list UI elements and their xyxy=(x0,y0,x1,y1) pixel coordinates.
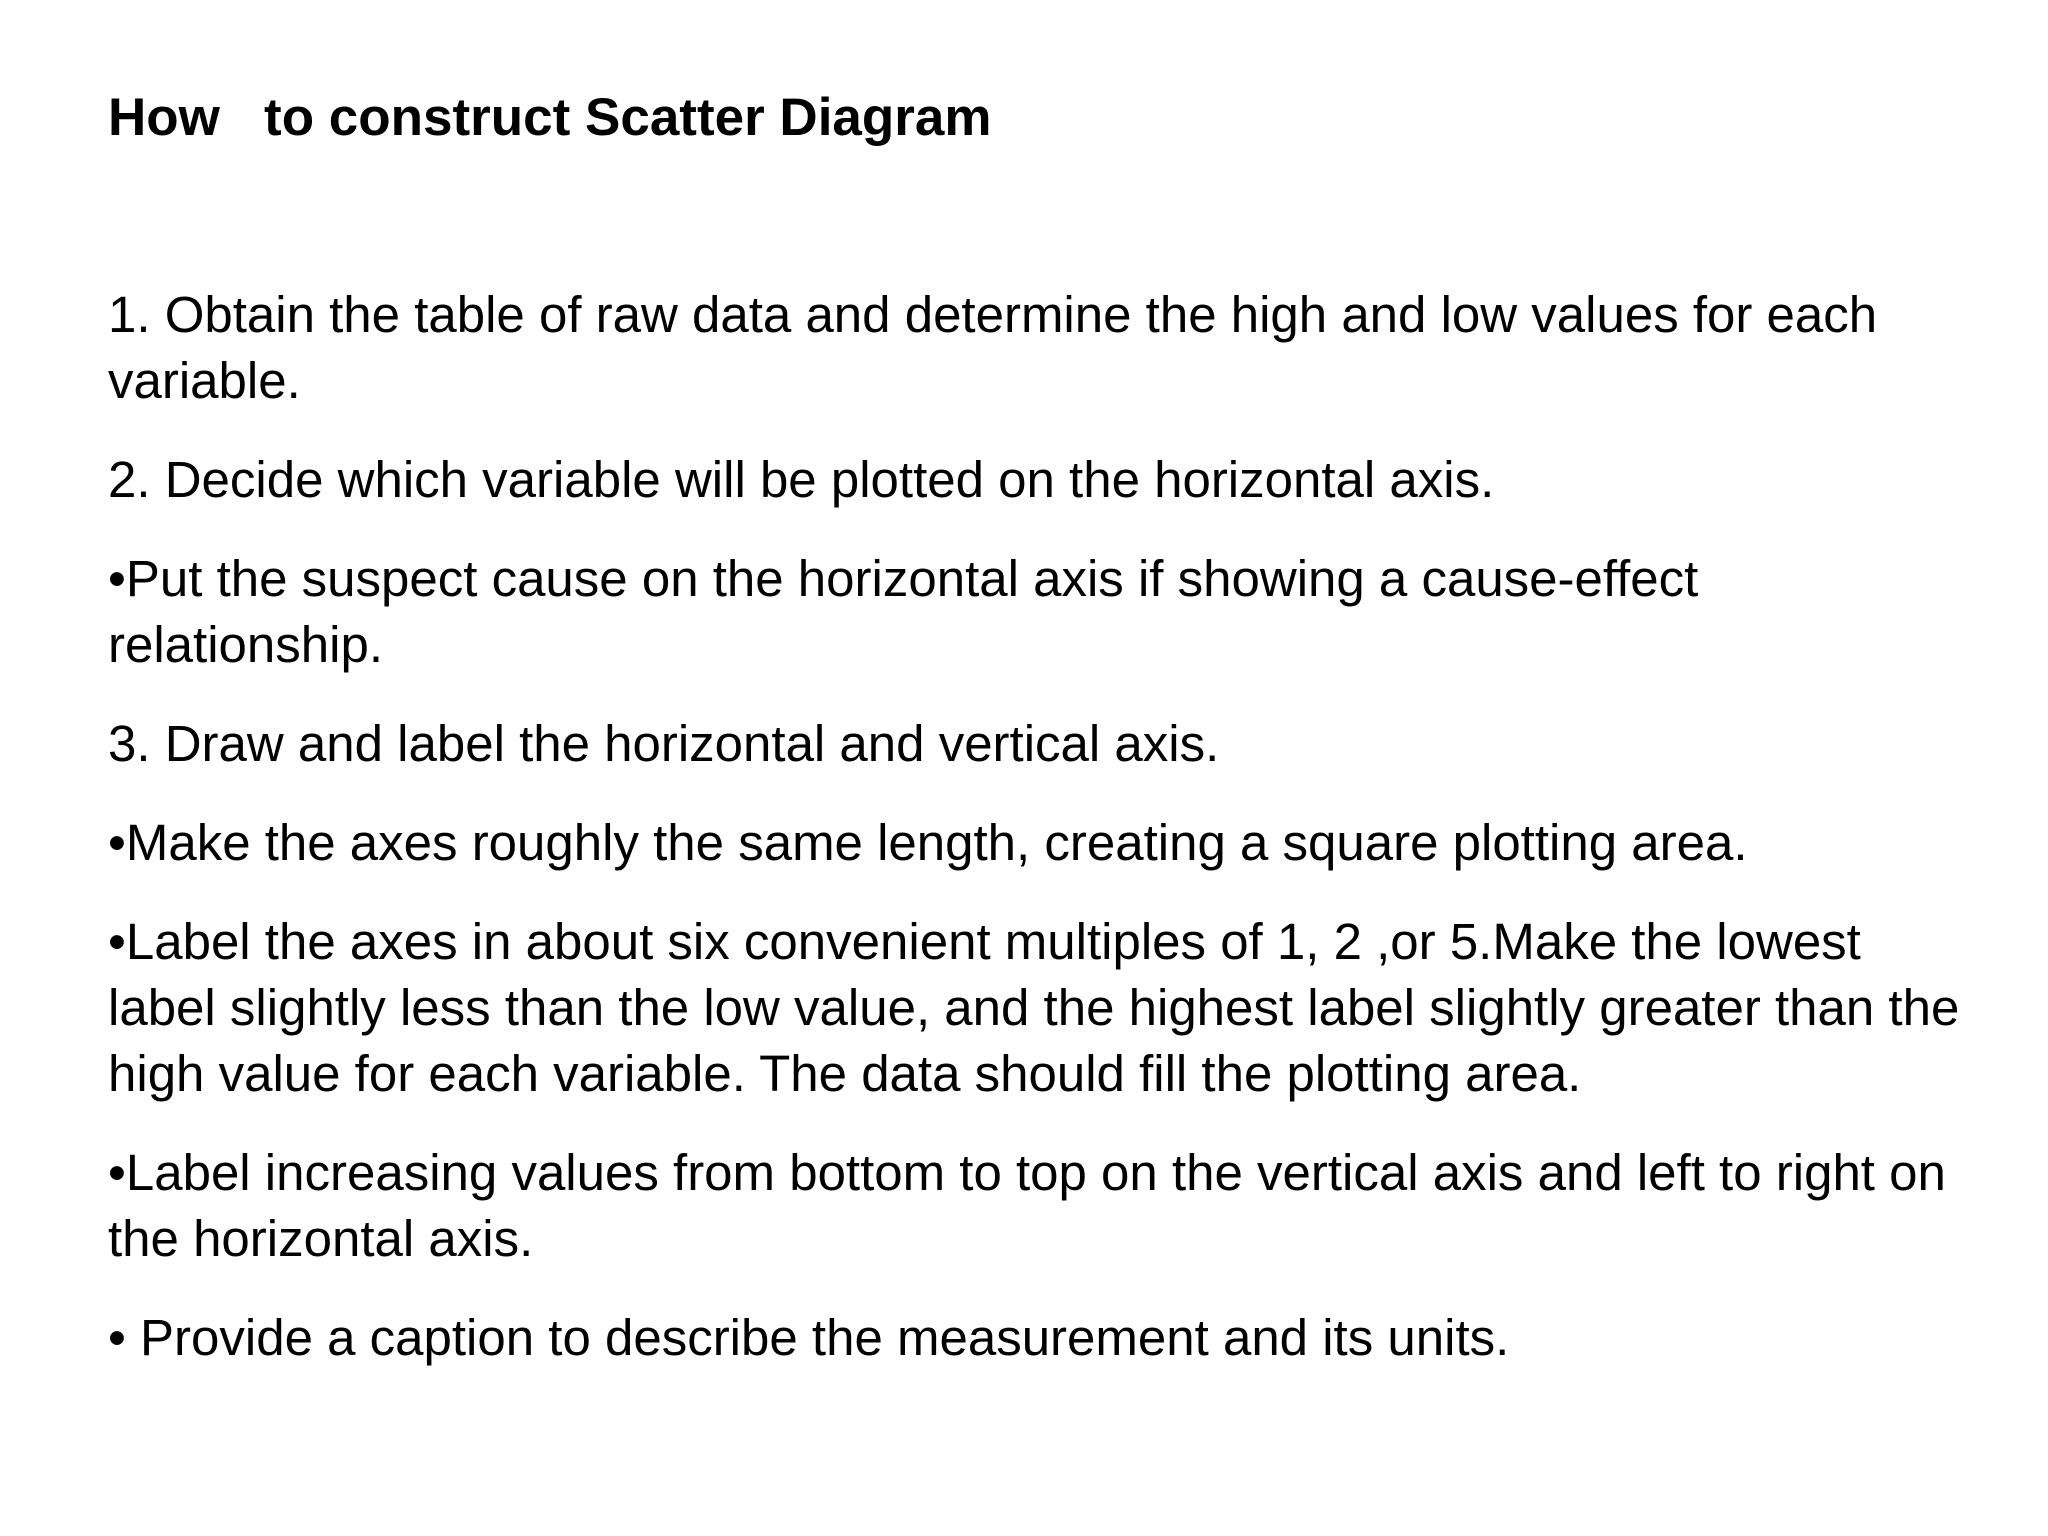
step-draw-axes: 3. Draw and label the horizontal and vertical axis. xyxy=(108,715,1220,772)
bullet-label-increasing: •Label increasing values from bottom to top on the vertical axis and left to right on the horizontal axis. xyxy=(108,1144,1946,1267)
bullet-label-multiples: •Label the axes in about six convenient multiples of 1, 2 ,or 5.Make the lowest label slightly less than the low value, and the highest label slightly greater than the high value for each variable. The data should fill the plotting area. xyxy=(108,913,1960,1102)
slide-title: How to construct Scatter Diagram xyxy=(108,88,992,147)
bullet-provide-caption: • Provide a caption to describe the measurement and its units. xyxy=(108,1309,1510,1366)
step-decide-variable: 2. Decide which variable will be plotted on the horizontal axis. xyxy=(108,451,1495,508)
step-obtain-data: 1. Obtain the table of raw data and determine the high and low values for each variable. xyxy=(108,286,1878,409)
slide-body xyxy=(108,282,1968,1404)
bullet-suspect-cause: •Put the suspect cause on the horizontal axis if showing a cause-effect relationship. xyxy=(108,550,1699,673)
bullet-axes-length: •Make the axes roughly the same length, creating a square plotting area. xyxy=(108,814,1748,871)
